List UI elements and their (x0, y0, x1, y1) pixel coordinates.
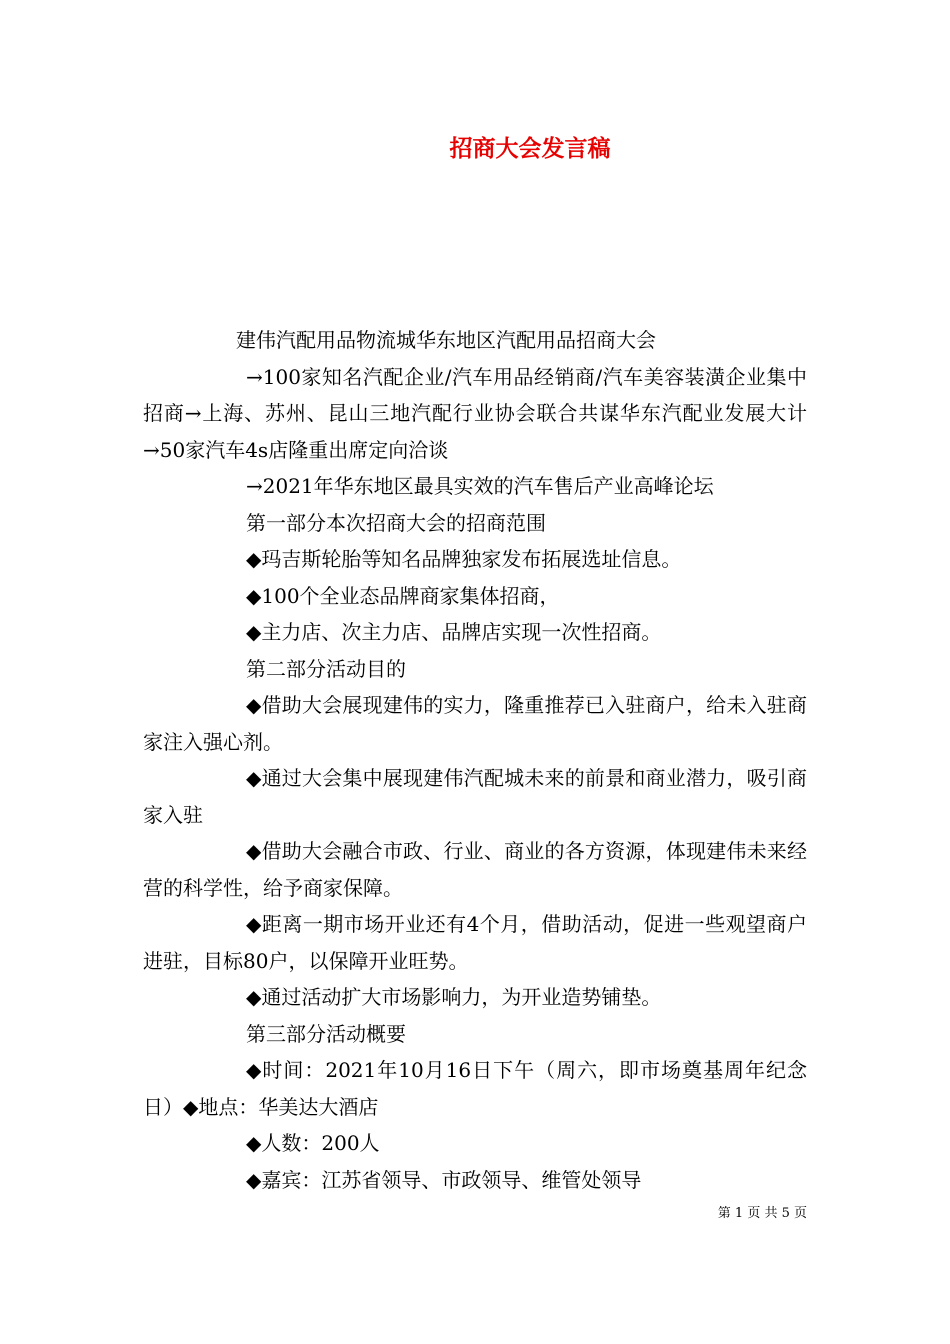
bullet-item: ◆人数：200人 (246, 1131, 380, 1155)
section-heading-3: 第三部分活动概要 (246, 1021, 406, 1046)
paragraph-highlights: →100家知名汽配企业/汽车用品经销商/汽车美容装潢企业集中招商→上海、苏州、昆山三地汽配行业协会联合共谋华东汽配业发展大计→50家汽车4s店隆重出席定向洽谈 (143, 364, 807, 462)
bullet-item: ◆玛吉斯轮胎等知名品牌独家发布拓展选址信息。 (246, 547, 682, 571)
paragraph-intro: 建伟汽配用品物流城华东地区汽配用品招商大会 (236, 328, 656, 352)
bullet-item: ◆100个全业态品牌商家集体招商， (246, 583, 560, 608)
document-title: 招商大会发言稿 (449, 136, 611, 162)
bullet-item: ◆时间：2021年10月16日下午（周六，即市场奠基周年纪念日）◆地点：华美达大酒店 (143, 1058, 807, 1119)
bullet-item: ◆通过大会集中展现建伟汽配城未来的前景和商业潜力，吸引商家入驻 (143, 766, 807, 827)
paragraph-forum: →2021年华东地区最具实效的汽车售后产业高峰论坛 (246, 474, 714, 498)
section-heading-1: 第一部分本次招商大会的招商范围 (246, 510, 546, 535)
document-body (143, 322, 807, 1198)
bullet-item: ◆借助大会展现建伟的实力，隆重推荐已入驻商户，给未入驻商家注入强心剂。 (143, 693, 807, 754)
section-heading-2: 第二部分活动目的 (246, 656, 406, 681)
bullet-item: ◆通过活动扩大市场影响力，为开业造势铺垫。 (246, 985, 662, 1009)
bullet-item: ◆主力店、次主力店、品牌店实现一次性招商。 (246, 620, 662, 644)
bullet-item: ◆距离一期市场开业还有4个月，借助活动，促进一些观望商户进驻，目标80户，以保障开业旺势。 (143, 912, 807, 973)
bullet-item: ◆嘉宾：江苏省领导、市政领导、维管处领导 (246, 1167, 642, 1192)
bullet-item: ◆借助大会融合市政、行业、商业的各方资源，体现建伟未来经营的科学性，给予商家保障。 (143, 839, 807, 900)
page-number: 第 1 页 共 5 页 (717, 1206, 807, 1221)
